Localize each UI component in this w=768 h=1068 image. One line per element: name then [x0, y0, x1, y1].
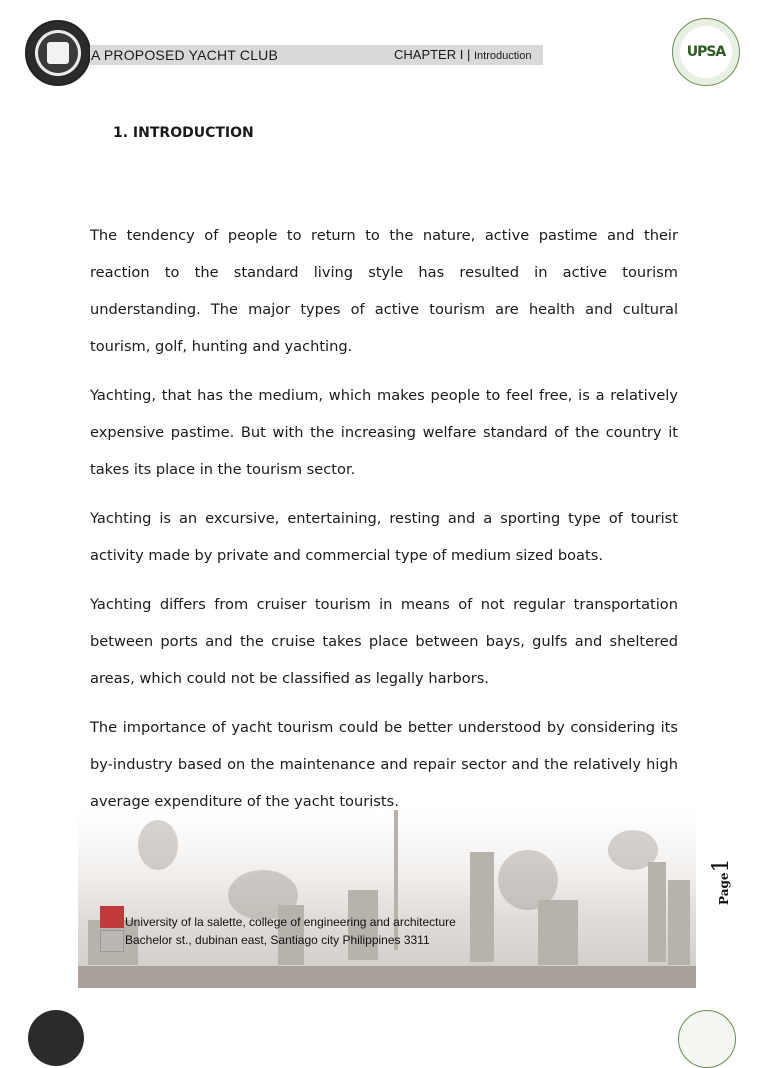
footer-institution: University of la salette, college of engineering and architecture — [125, 915, 456, 929]
chapter-section: Introduction — [473, 50, 532, 62]
next-page-seal-left — [28, 1010, 84, 1066]
paragraph: The importance of yacht tourism could be better understood by considering its by-industry based on the maintenance and repair sector and the relatively high average expenditure of the yacht tourists. — [90, 719, 678, 810]
footer-skyline-art — [78, 810, 696, 988]
university-seal-logo-left — [25, 20, 91, 86]
paragraph: Yachting, that has the medium, which makes people to feel free, is a relatively expensive pastime. But with the increasing welfare standard of the country it takes its place in the tourism sector. — [90, 387, 678, 478]
upsa-seal-logo-right — [672, 18, 740, 86]
footer-address: Bachelor st., dubinan east, Santiago city Philippines 3311 — [125, 933, 430, 947]
paragraph: Yachting differs from cruiser tourism in means of not regular transportation between ports and the cruise takes place between bays, gulfs and sheltered areas, which could not be classified as legally harbors. — [90, 596, 678, 687]
section-heading: 1. INTRODUCTION — [113, 125, 254, 141]
paragraph: The tendency of people to return to the nature, active pastime and their reaction to the standard living style has resulted in active tourism understanding. The major types of active tourism are health and cultural tourism, golf, hunting and yachting. — [90, 227, 678, 355]
footer-accent-grey — [100, 930, 124, 952]
chapter-number: CHAPTER I | — [394, 47, 471, 62]
upsa-monogram: UPSA — [686, 44, 726, 60]
next-page-seal-right — [678, 1010, 736, 1068]
page-label: Page — [717, 872, 731, 905]
page-number — [709, 858, 739, 905]
footer-accent-red — [100, 906, 124, 928]
page-number-value: 1 — [709, 858, 734, 873]
document-title: A PROPOSED YACHT CLUB — [91, 47, 279, 63]
chapter-label — [394, 46, 531, 65]
paragraph: Yachting is an excursive, entertaining, resting and a sporting type of tourist activity made by private and commercial type of medium sized boats. — [90, 510, 678, 564]
body-text — [90, 217, 678, 832]
